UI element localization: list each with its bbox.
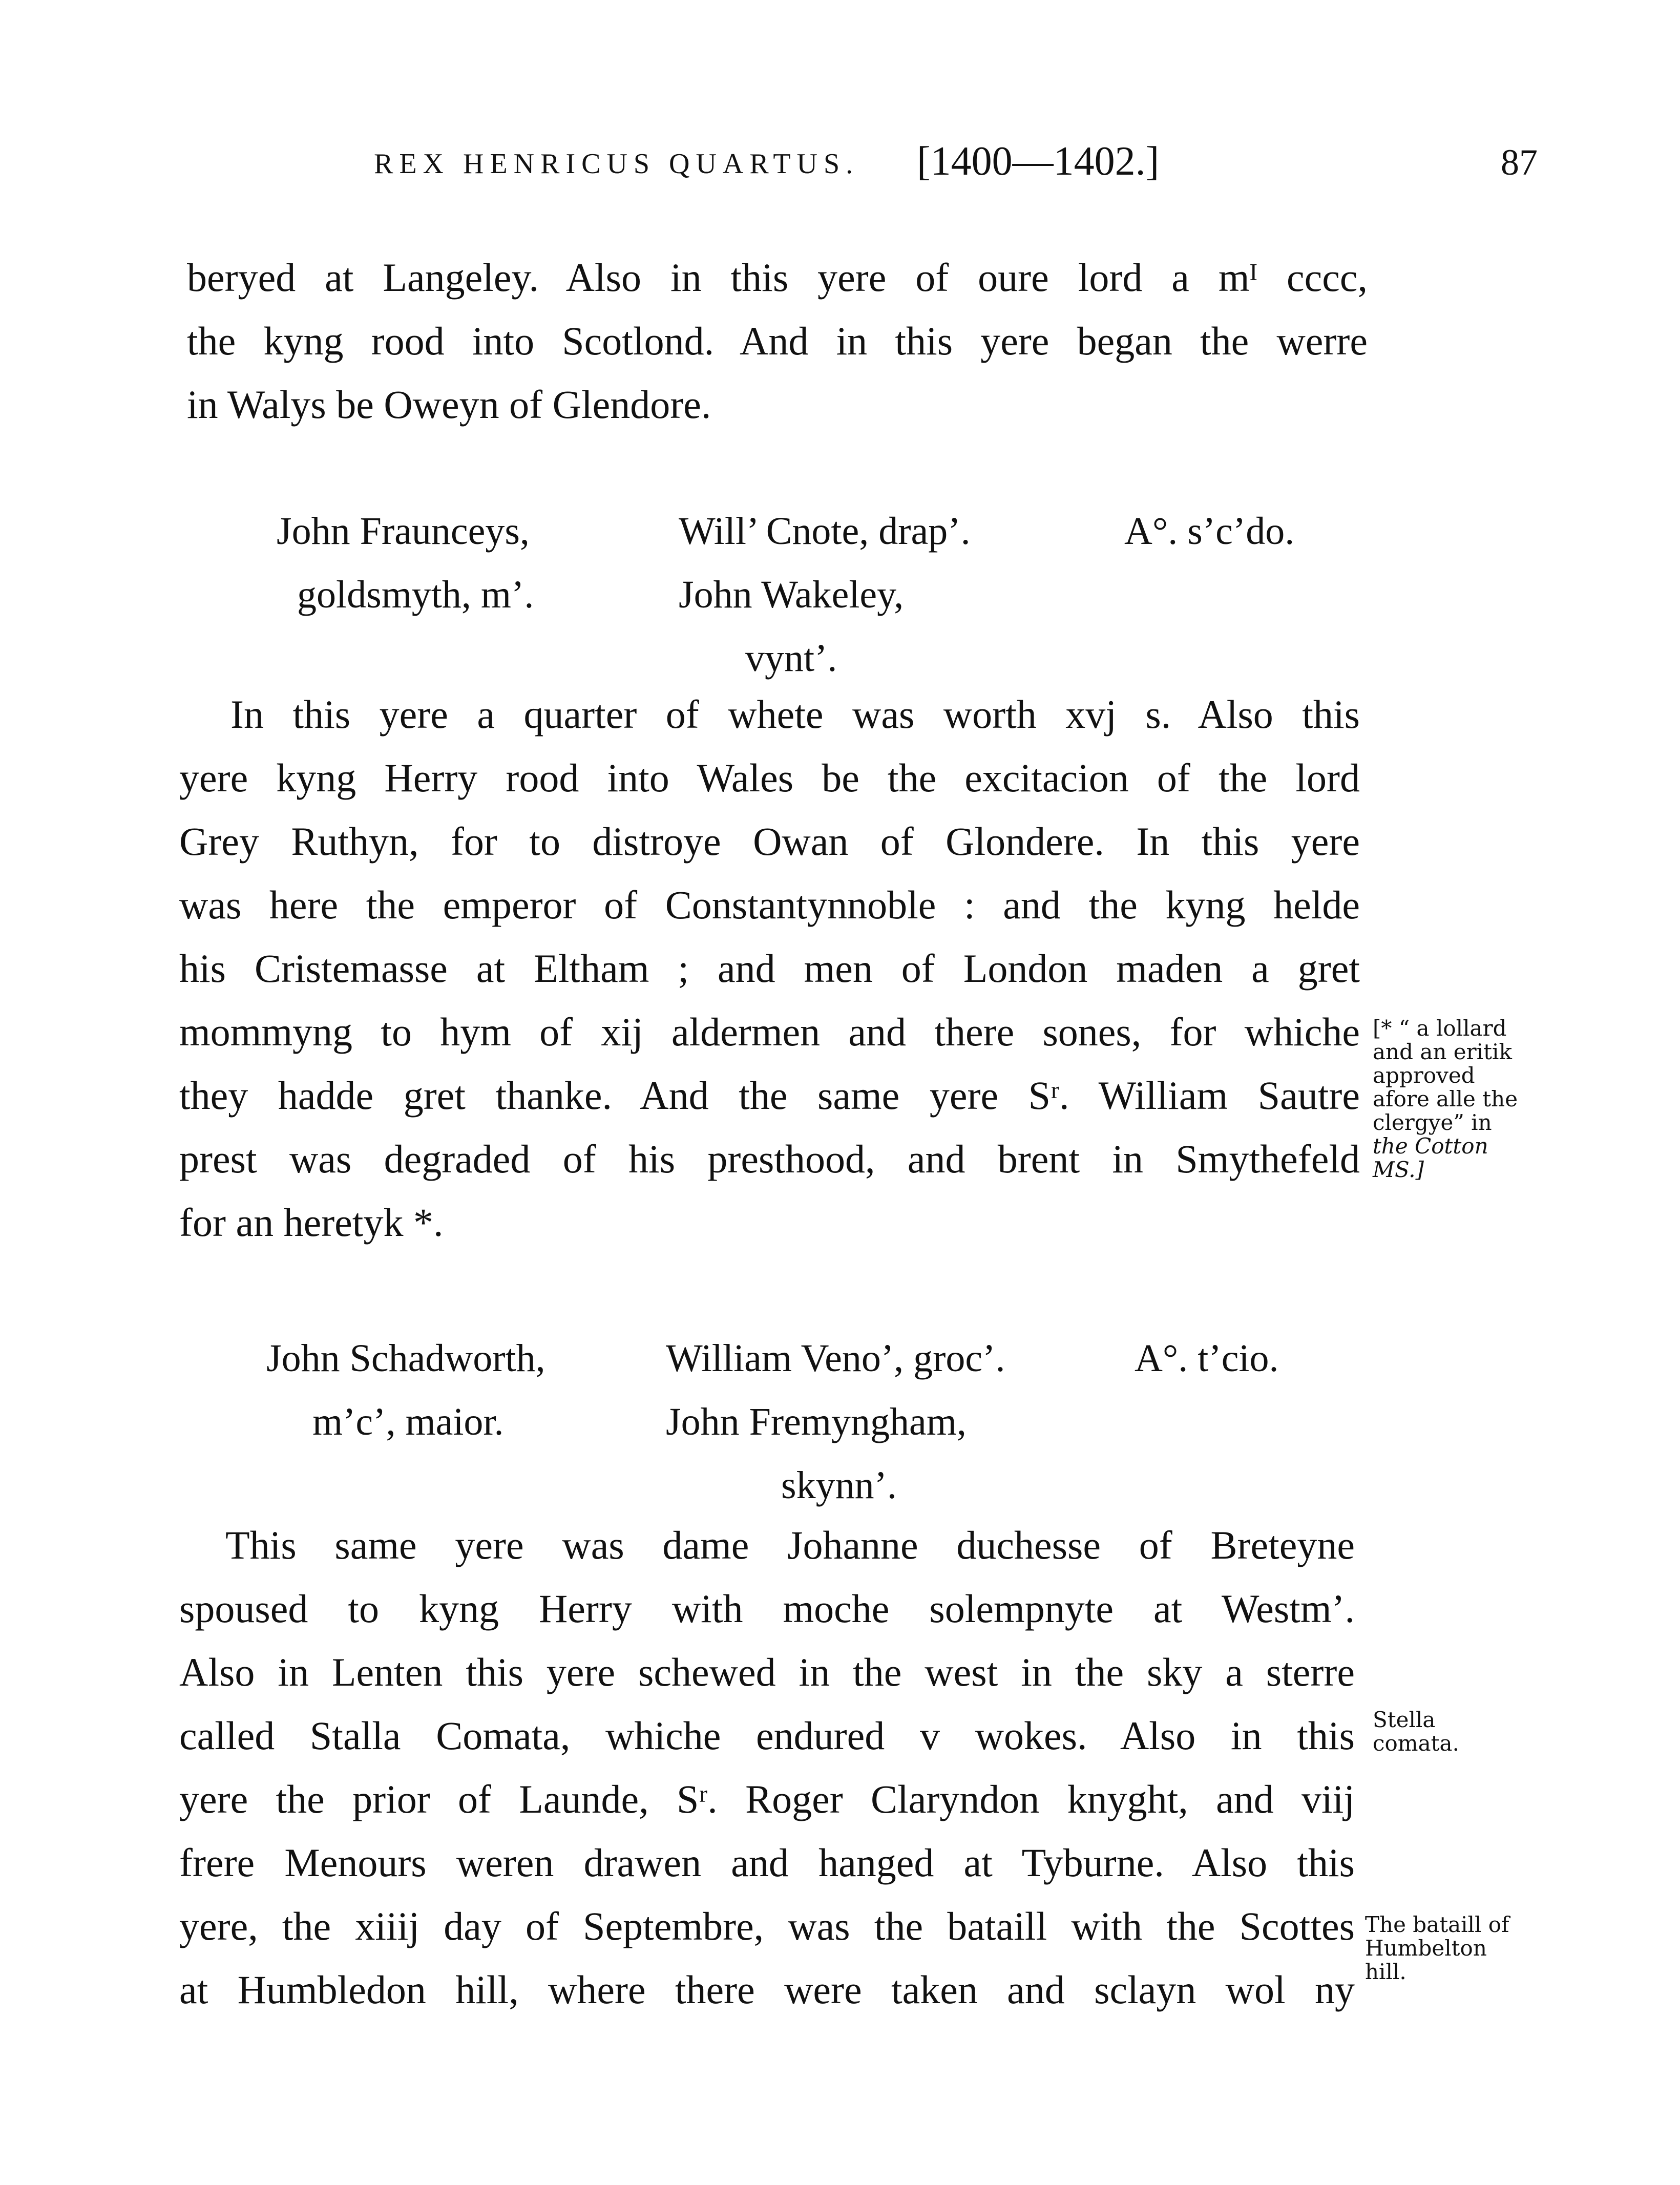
mayor-trade: goldsmyth, m’. <box>297 573 534 616</box>
note-line: and an eritik <box>1373 1039 1512 1064</box>
page-header <box>0 138 1680 195</box>
sheriff-name: John Fremyngham, <box>666 1400 967 1443</box>
mayor-name: John Schadworth, <box>266 1337 545 1380</box>
text-line: for an heretyk *. <box>179 1200 444 1245</box>
mayor-column <box>266 1327 545 1454</box>
paragraph-1 <box>187 246 1368 436</box>
sheriff-name: Will’ Cnote, drap’. <box>679 510 971 553</box>
running-title: REX HENRICUS QUARTUS. <box>374 148 859 180</box>
note-line: afore alle the <box>1373 1086 1518 1111</box>
text-line: beryed at Langeley. Also in this yere of oure lord a mᴵ cccc, <box>187 255 1368 300</box>
text-line: mommyng to hym of xij aldermen and there sones, for whiche <box>179 1010 1360 1054</box>
note-line: the Cotton <box>1373 1133 1488 1159</box>
mayor-name: John Frauncеys, <box>277 510 530 553</box>
regnal-year: A°. t’cio. <box>1135 1337 1279 1380</box>
text-line: frere Menours weren drawen and hanged at Tyburne. Also this <box>179 1840 1355 1885</box>
text-line: In this yere a quarter of whete was worth xvj s. Also this <box>230 692 1360 737</box>
text-line: prest was degraded of his presthood, and brent in Smythefeld <box>179 1137 1360 1181</box>
sheriff-trade: skynn’. <box>781 1464 897 1507</box>
sheriffs-column <box>679 499 971 690</box>
text-line: yere the prior of Launde, Sʳ. Roger Claryndon knyght, and viij <box>179 1777 1355 1821</box>
sheriffs-column <box>666 1327 1005 1517</box>
text-line: they hadde gret thanke. And the same yere Sʳ. William Sautre <box>179 1073 1360 1118</box>
text-line: called Stalla Comata, whiche endured v wokes. Also in this <box>179 1713 1355 1758</box>
note-line: comata. <box>1373 1731 1459 1756</box>
text-line: was here the emperor of Constantynnoble : and the kyng helde <box>179 883 1360 927</box>
text-line: his Cristemasse at Eltham ; and men of London maden a gret <box>179 946 1360 991</box>
page-number: 87 <box>1501 142 1538 183</box>
note-line: MS.] <box>1373 1157 1424 1182</box>
note-line: clergye” in <box>1373 1110 1492 1135</box>
note-line: The bataill of <box>1365 1912 1509 1937</box>
paragraph-3 <box>179 1514 1355 2022</box>
text-line: Also in Lenten this yere schewed in the west in the sky a sterre <box>179 1650 1355 1694</box>
text-line: the kyng rood into Scotlond. And in this yere began the werre <box>187 319 1368 363</box>
note-line: [* “ a lollard <box>1373 1016 1507 1041</box>
sheriff-trade: vynt’. <box>745 637 837 680</box>
text-line: This same yere was dame Johanne duchesse of Breteyne <box>225 1523 1355 1567</box>
text-line: yere, the xiiij day of Septembre, was the bataill with the Scottes <box>179 1904 1355 1948</box>
sheriff-name: John Wakeley, <box>679 573 904 616</box>
mayor-column <box>277 499 534 626</box>
note-line: Humbelton <box>1365 1936 1487 1961</box>
note-line: approved <box>1373 1063 1475 1088</box>
margin-note-lollard <box>1373 1017 1557 1182</box>
note-line: hill. <box>1365 1959 1406 1984</box>
paragraph-2 <box>179 683 1360 1254</box>
text-line: at Humbledon hill, where there were taken and sclayn wol ny <box>179 1967 1355 2012</box>
margin-note-bataill <box>1365 1913 1549 1984</box>
sheriff-name: William Veno’, groc’. <box>666 1337 1005 1380</box>
text-line: spoused to kyng Herry with moche solempnyte at Westm’. <box>179 1586 1355 1631</box>
margin-note-stella <box>1373 1708 1557 1755</box>
text-line: Grey Ruthyn, for to distroye Owan of Glondere. In this yere <box>179 819 1360 864</box>
note-line: Stella <box>1373 1707 1436 1732</box>
regnal-year: A°. s’c’do. <box>1124 510 1295 553</box>
text-line: yere kyng Herry rood into Wales be the excitacion of the lord <box>179 755 1360 800</box>
mayor-title: m’c’, maior. <box>312 1400 504 1443</box>
header-years: [1400—1402.] <box>917 139 1160 184</box>
text-line: in Walys be Oweyn of Glendore. <box>187 382 711 427</box>
